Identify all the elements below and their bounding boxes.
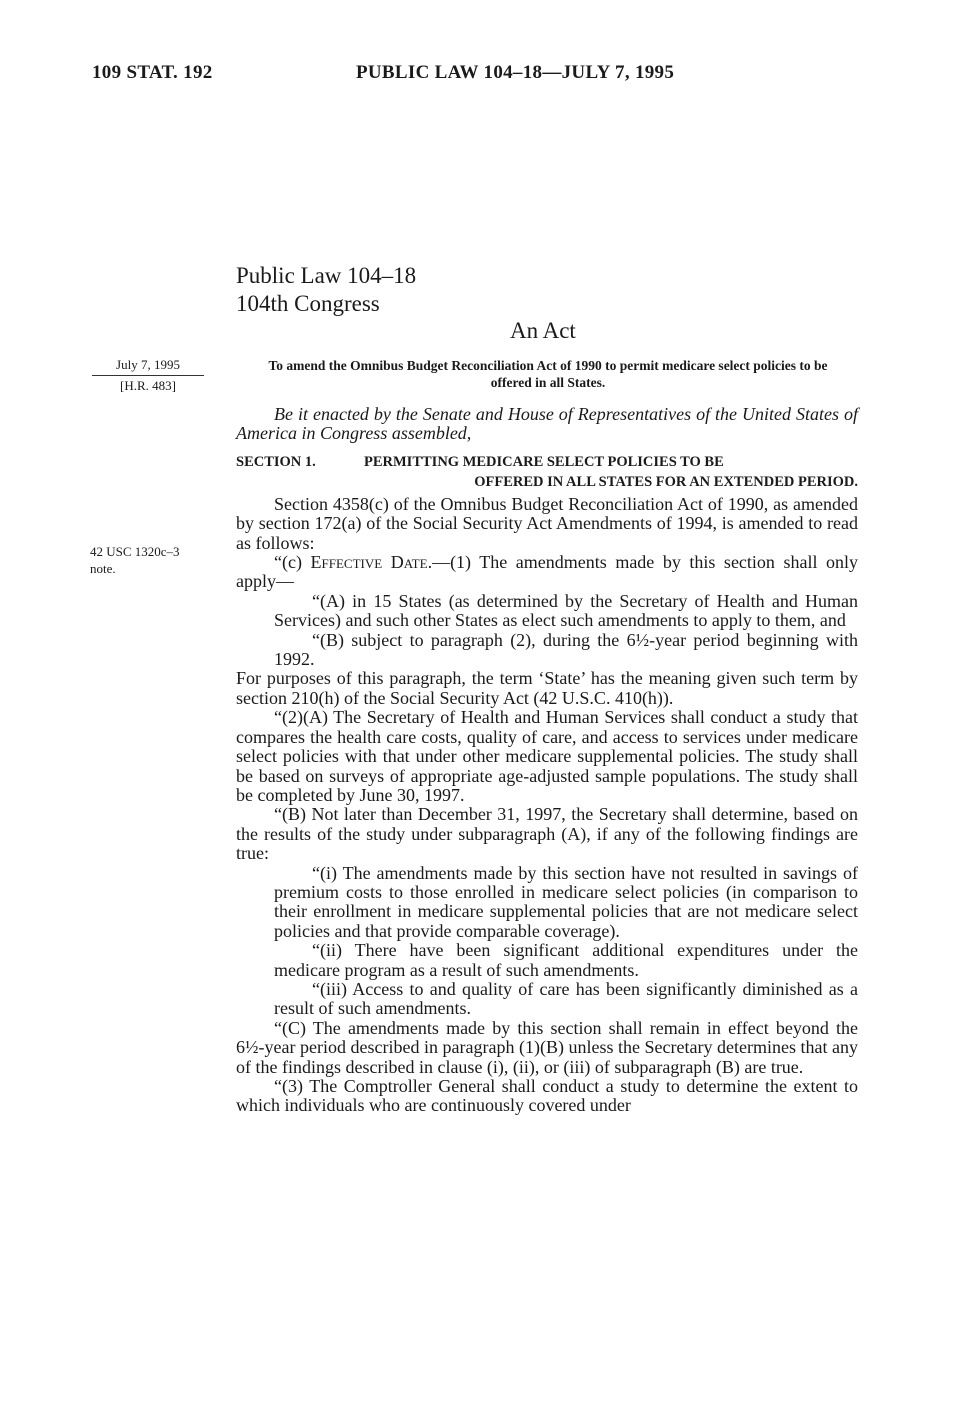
paragraph-2b: “(B) Not later than December 31, 1997, the Secretary shall determine, based on the results of the study under subparagraph (A), if any of the following findings are true: (236, 804, 858, 864)
paragraph-c1 (236, 553, 858, 592)
paragraph-c-open: “(c) (274, 552, 311, 573)
paragraph-3: “(3) The Comptroller General shall conduct a study to determine the extent to which individuals who are continuously covered under (236, 1076, 858, 1116)
section-title-line2: OFFERED IN ALL STATES FOR AN EXTENDED PERIOD. (474, 473, 858, 490)
law-title-block (236, 262, 416, 318)
usc-citation: 42 USC 1320c–3 (90, 544, 180, 559)
running-head: PUBLIC LAW 104–18—JULY 7, 1995 (356, 62, 675, 83)
paragraph-2c: “(C) The amendments made by this section shall remain in effect beyond the 6½-year period described in paragraph (1)(B) unless the Secretary determines that any of the findings described in clause (i), (ii), or (iii) of subparagraph (B) are true. (236, 1017, 858, 1077)
section-heading (236, 452, 858, 492)
usc-margin-note (90, 543, 220, 577)
page-header (92, 62, 675, 84)
purpose-statement: To amend the Omnibus Budget Reconciliation Act of 1990 to permit medicare select policies to be offered in all States. (268, 358, 828, 390)
section-label: SECTION 1. (236, 453, 316, 470)
enacting-clause: Be it enacted by the Senate and House of Representatives of the United States of America in Congress assembled, (236, 404, 858, 444)
congress-number: 104th Congress (236, 291, 380, 316)
clause-i: “(i) The amendments made by this section have not resulted in savings of premium costs to those enrolled in medicare select policies (in comparison to their enrollment in medicare supplemental policies that are not medicare select policies and that provide comparable coverage). (274, 862, 858, 941)
public-law-number: Public Law 104–18 (236, 263, 417, 288)
clause-iii: “(iii) Access to and quality of care has been significantly diminished as a result of such amendments. (274, 978, 858, 1019)
act-body (236, 405, 858, 1116)
margin-date-note (92, 356, 204, 395)
paragraph-2a: “(2)(A) The Secretary of Health and Human Services shall conduct a study that compares the health care costs, quality of care, and access to services under medicare select policies with that under other medicare supplemental policies. The study shall be based on surveys of appropriate age-adjusted sample populations. The study shall be completed by June 30, 1997. (236, 707, 858, 805)
subparagraph-b1: “(B) subject to paragraph (2), during the 6½-year period beginning with 1992. (274, 629, 858, 670)
an-act-heading: An Act (510, 318, 576, 343)
enactment-date: July 7, 1995 (116, 357, 180, 372)
margin-rule (92, 375, 204, 376)
page-reference: 109 STAT. 192 (92, 62, 213, 83)
bill-number: [H.R. 483] (120, 378, 176, 393)
clause-ii: “(ii) There have been significant additional expenditures under the medicare program as a result of such amendments. (274, 940, 858, 980)
state-definition: For purposes of this paragraph, the term ‘State’ has the meaning given such term by section 210(h) of the Social Security Act (42 U.S.C. 410(h)). (236, 668, 858, 708)
usc-note: note. (90, 561, 116, 576)
effective-date-caption: Effective Date (310, 552, 428, 573)
section-title-line1: PERMITTING MEDICARE SELECT POLICIES TO BE (364, 453, 724, 470)
subparagraph-a1: “(A) in 15 States (as determined by the Secretary of Health and Human Services) and such other States as elect such amendments to apply to them, and (274, 590, 858, 631)
paragraph-c-rest: .—(1) The amendments made by this section shall only apply— (236, 552, 859, 592)
intro-paragraph: Section 4358(c) of the Omnibus Budget Reconciliation Act of 1990, as amended by section 172(a) of the Social Security Act Amendments of 1994, is amended to read as follows: (236, 493, 858, 553)
